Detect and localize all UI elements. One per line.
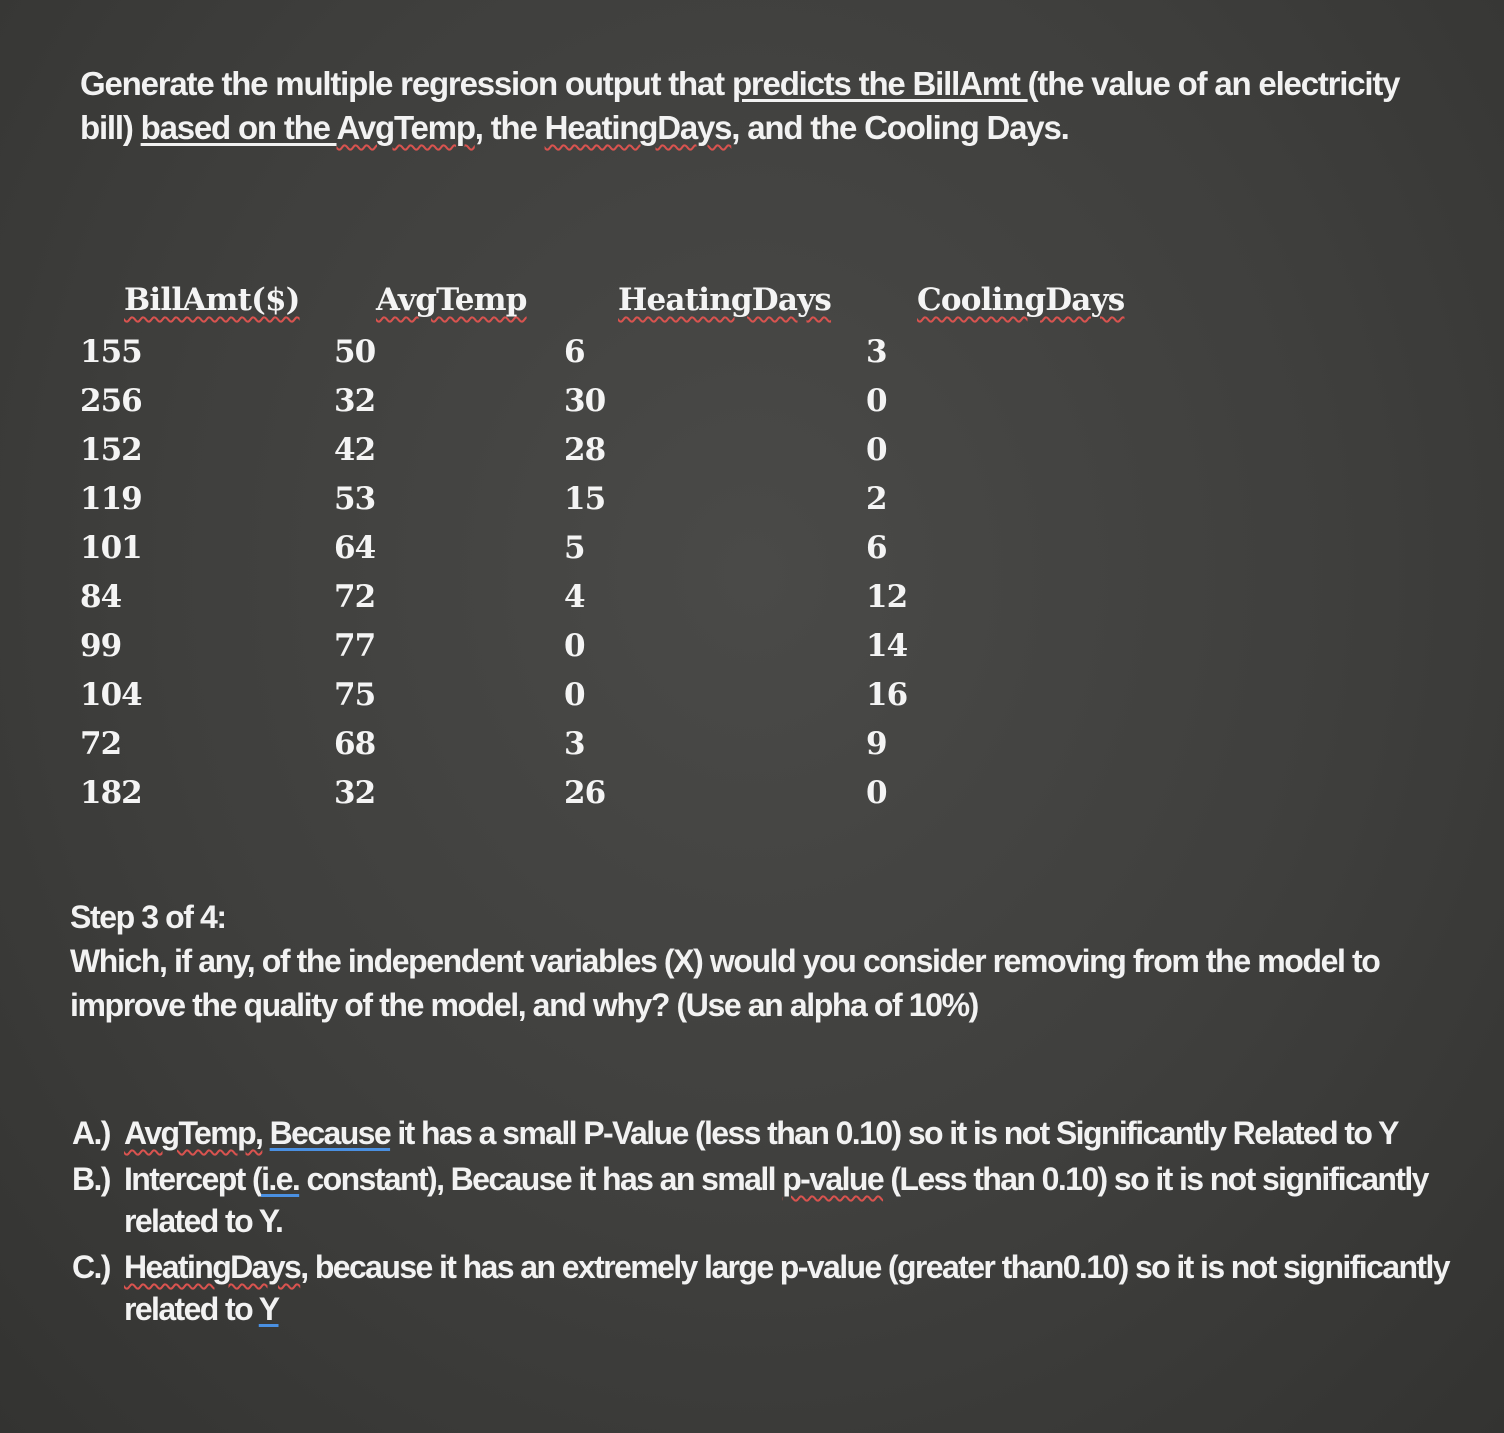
option-a-because: Because bbox=[269, 1115, 391, 1151]
step-question: Which, if any, of the independent variables (X) would you consider removing from the model to improve the quality of the model, and why? (Use an alpha of 10%) bbox=[70, 943, 1380, 1023]
cell-billamt: 104 bbox=[80, 677, 142, 713]
cell-heatingdays: 26 bbox=[564, 775, 606, 811]
option-c-var: HeatingDays bbox=[124, 1249, 301, 1285]
option-c-label: C.) bbox=[72, 1249, 110, 1285]
option-c-text: , because it has an extremely large p-value (greater than0.10) so it is not significantly related to bbox=[124, 1249, 1449, 1327]
cell-billamt: 256 bbox=[80, 383, 142, 419]
cell-billamt: 72 bbox=[80, 726, 122, 762]
option-b-text2: constant), Because it has an small bbox=[299, 1161, 783, 1197]
option-b[interactable] bbox=[72, 1158, 1472, 1242]
option-a[interactable] bbox=[72, 1112, 1472, 1154]
option-a-var: AvgTemp, bbox=[124, 1115, 263, 1151]
cell-heatingdays: 5 bbox=[564, 530, 585, 566]
cell-avgtemp: 68 bbox=[334, 726, 376, 762]
cell-billamt: 182 bbox=[80, 775, 142, 811]
cell-avgtemp: 77 bbox=[334, 628, 376, 664]
intro-based: based on the bbox=[140, 109, 337, 146]
column-avgtemp bbox=[334, 332, 375, 822]
intro-the: , the bbox=[474, 109, 545, 146]
cell-heatingdays: 0 bbox=[564, 628, 585, 664]
cell-coolingdays: 12 bbox=[866, 579, 908, 615]
cell-coolingdays: 16 bbox=[866, 677, 908, 713]
header-heatingdays: HeatingDays bbox=[618, 282, 832, 318]
intro-end: , and the Cooling Days. bbox=[731, 109, 1069, 146]
intro-avgtemp: AvgTemp bbox=[336, 109, 475, 146]
option-a-text: it has a small P-Value (less than 0.10) so it is not Significantly Related to Y bbox=[390, 1115, 1398, 1151]
step-section bbox=[70, 895, 1470, 1027]
step-title: Step 3 of 4: bbox=[70, 899, 226, 935]
header-coolingdays: CoolingDays bbox=[917, 282, 1125, 318]
answer-options bbox=[72, 1112, 1472, 1334]
cell-avgtemp: 64 bbox=[334, 530, 376, 566]
cell-coolingdays: 3 bbox=[866, 334, 887, 370]
cell-coolingdays: 0 bbox=[866, 775, 887, 811]
cell-avgtemp: 42 bbox=[334, 432, 376, 468]
cell-heatingdays: 4 bbox=[564, 579, 585, 615]
cell-coolingdays: 6 bbox=[866, 530, 887, 566]
cell-coolingdays: 2 bbox=[866, 481, 887, 517]
cell-heatingdays: 6 bbox=[564, 334, 585, 370]
cell-heatingdays: 28 bbox=[564, 432, 606, 468]
cell-billamt: 119 bbox=[80, 481, 142, 517]
column-heatingdays bbox=[564, 332, 605, 822]
cell-billamt: 99 bbox=[80, 628, 122, 664]
cell-billamt: 101 bbox=[80, 530, 142, 566]
option-c[interactable] bbox=[72, 1246, 1472, 1330]
cell-avgtemp: 72 bbox=[334, 579, 376, 615]
cell-heatingdays: 30 bbox=[564, 383, 606, 419]
cell-billamt: 84 bbox=[80, 579, 122, 615]
option-c-y: Y bbox=[258, 1291, 279, 1327]
intro-text: Generate the multiple regression output that bbox=[80, 65, 732, 102]
intro-heatingdays: HeatingDays bbox=[544, 109, 732, 146]
column-coolingdays bbox=[866, 332, 907, 822]
cell-avgtemp: 75 bbox=[334, 677, 376, 713]
cell-avgtemp: 32 bbox=[334, 383, 376, 419]
cell-coolingdays: 14 bbox=[866, 628, 908, 664]
cell-billamt: 152 bbox=[80, 432, 142, 468]
intro-predicts: predicts the BillAmt bbox=[731, 65, 1028, 102]
option-b-text1: Intercept ( bbox=[124, 1161, 262, 1197]
cell-heatingdays: 3 bbox=[564, 726, 585, 762]
cell-avgtemp: 53 bbox=[334, 481, 376, 517]
intro-desc: (the value of an electricity bill) bbox=[80, 65, 1400, 146]
column-billamt bbox=[80, 332, 142, 822]
option-b-text3: (Less than 0.10) so it is not significantly related to Y. bbox=[124, 1161, 1428, 1239]
option-b-pvalue: p-value bbox=[782, 1161, 884, 1197]
cell-coolingdays: 0 bbox=[866, 432, 887, 468]
option-b-label: B.) bbox=[72, 1161, 110, 1197]
cell-coolingdays: 0 bbox=[866, 383, 887, 419]
header-billamt: BillAmt($) bbox=[124, 282, 300, 318]
option-b-ie: i.e. bbox=[261, 1161, 300, 1197]
header-avgtemp: AvgTemp bbox=[376, 282, 527, 318]
cell-billamt: 155 bbox=[80, 334, 142, 370]
cell-heatingdays: 15 bbox=[564, 481, 606, 517]
cell-avgtemp: 32 bbox=[334, 775, 376, 811]
option-a-label: A.) bbox=[72, 1115, 110, 1151]
cell-avgtemp: 50 bbox=[334, 334, 376, 370]
cell-coolingdays: 9 bbox=[866, 726, 887, 762]
cell-heatingdays: 0 bbox=[564, 677, 585, 713]
